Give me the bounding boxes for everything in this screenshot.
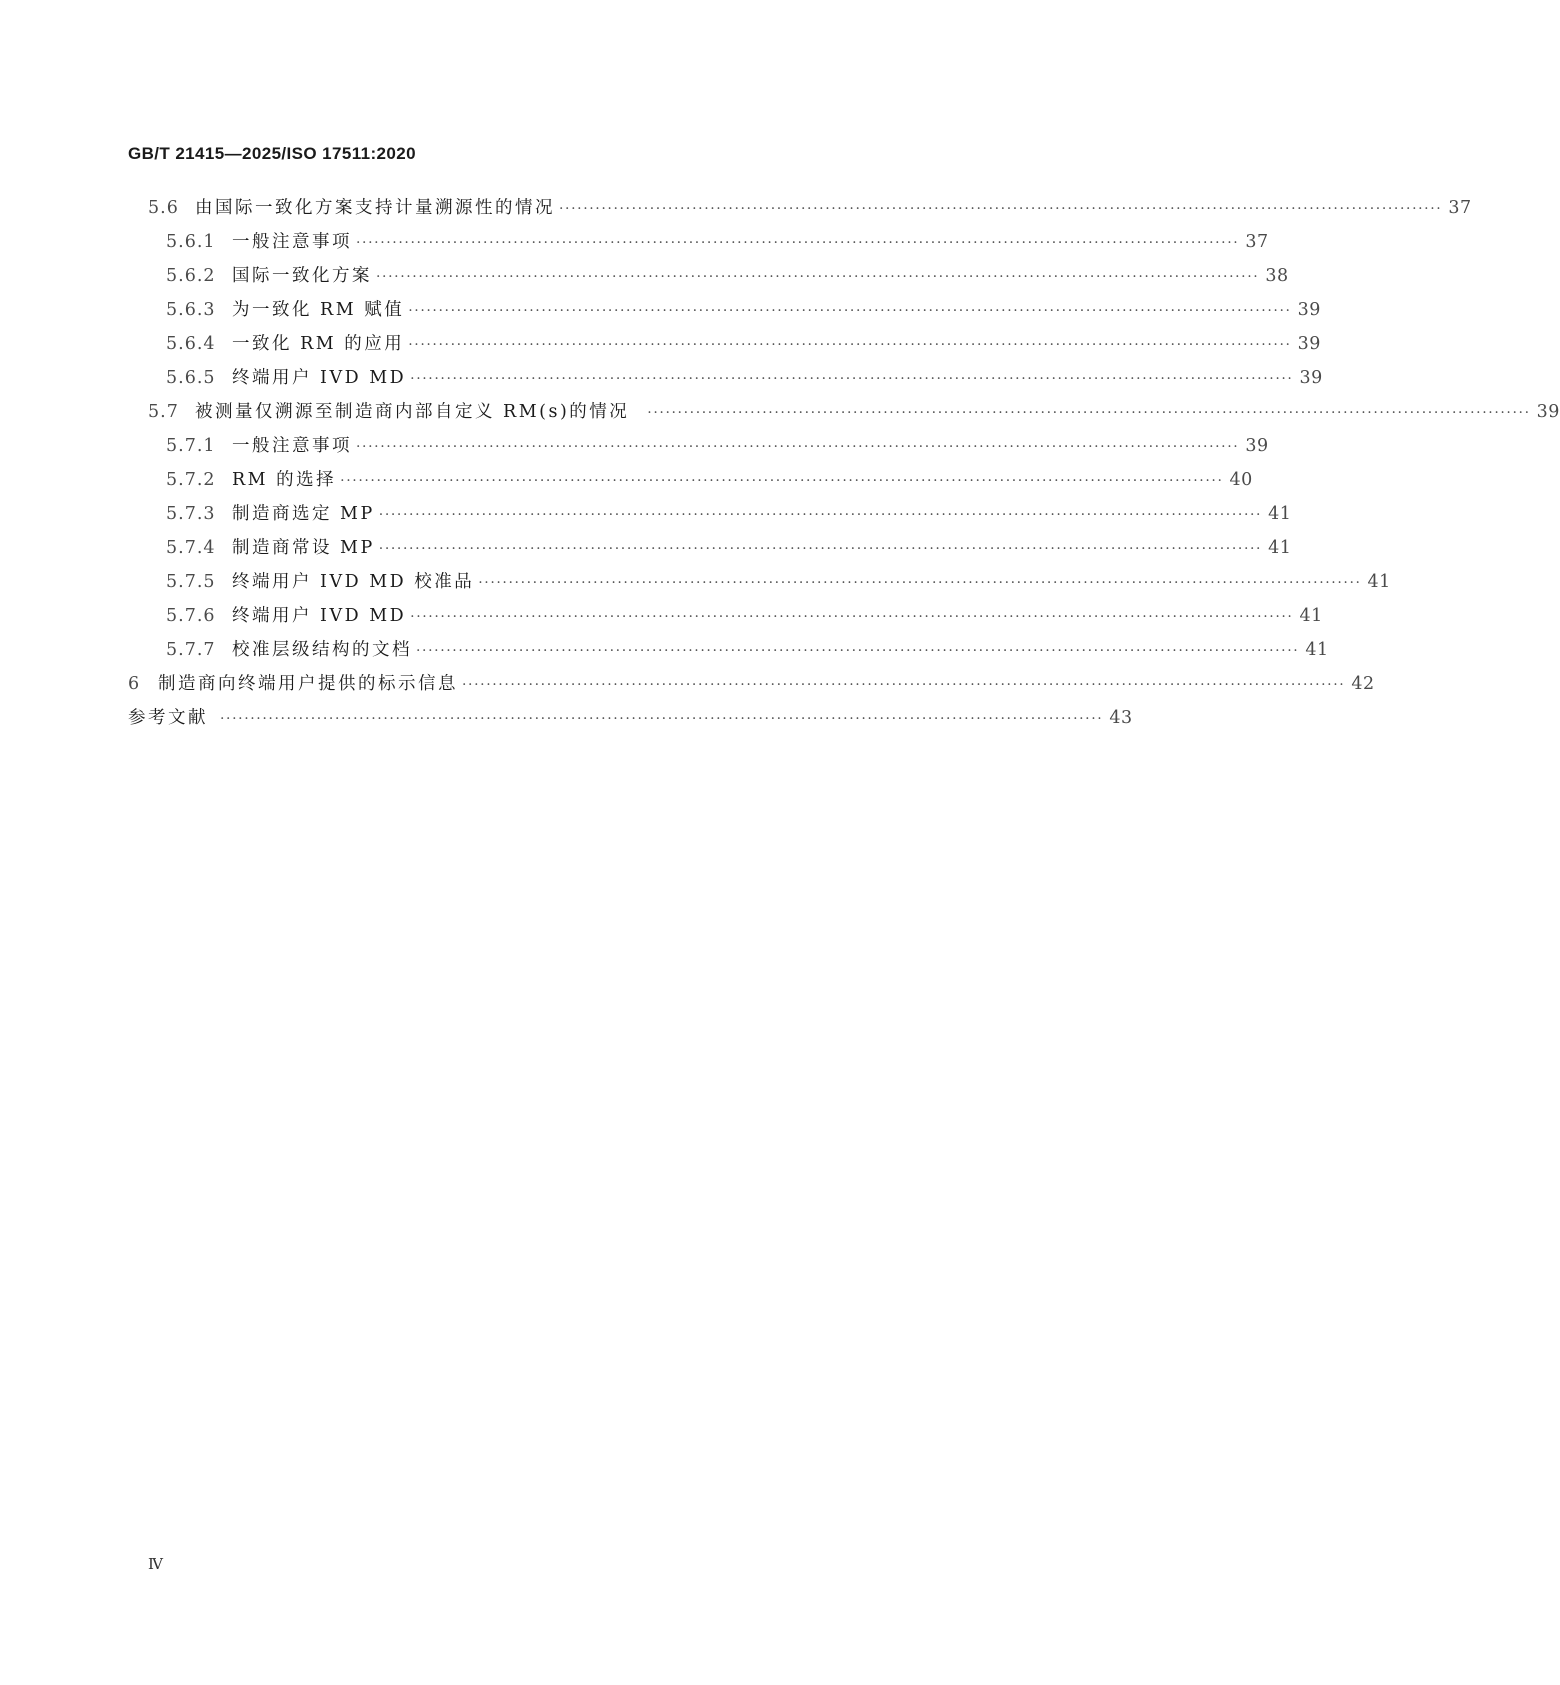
dot-leader: ·················································································································································· xyxy=(378,541,1263,557)
toc-entry-5-7-1[interactable] xyxy=(166,432,1269,460)
toc-entry-5-7-3[interactable] xyxy=(166,500,1292,528)
toc-entry-number: 5.7.2 xyxy=(166,470,216,490)
toc-entry-5-6-2[interactable] xyxy=(166,262,1289,290)
dot-leader: ·················································································································································· xyxy=(408,303,1292,319)
dot-leader: ·················································································································································· xyxy=(647,405,1531,421)
toc-entry-5-6-5[interactable] xyxy=(166,364,1323,392)
toc-entry-number: 5.6.3 xyxy=(166,300,216,320)
toc-entry-title: 校准层级结构的文档 xyxy=(232,640,412,660)
toc-entry-title: 被测量仅溯源至制造商内部自定义 RM(s)的情况 xyxy=(195,402,630,422)
toc-entry-title: 终端用户 IVD MD xyxy=(232,606,407,626)
toc-entry-number: 5.6.5 xyxy=(166,368,216,388)
toc-entry-number: 5.6.1 xyxy=(166,232,216,252)
toc-entry-5-7[interactable] xyxy=(148,398,1560,426)
toc-entry-5-7-6[interactable] xyxy=(166,602,1323,630)
toc-entry-5-6-1[interactable] xyxy=(166,228,1269,256)
toc-entry-page: 41 xyxy=(1299,606,1323,626)
dot-leader: ·················································································································································· xyxy=(408,337,1292,353)
page-number: Ⅳ xyxy=(148,1555,163,1573)
toc-entry-page: 38 xyxy=(1265,266,1289,286)
dot-leader: ·················································································································································· xyxy=(462,677,1346,693)
toc-entry-number: 5.7.1 xyxy=(166,436,216,456)
toc-entry-page: 41 xyxy=(1268,538,1292,558)
dot-leader: ·················································································································································· xyxy=(378,507,1263,523)
toc-entry-5-6[interactable] xyxy=(148,194,1472,222)
dot-leader: ·················································································································································· xyxy=(220,711,1104,727)
toc-entry-5-7-5[interactable] xyxy=(166,568,1391,596)
toc-entry-title: 为一致化 RM 赋值 xyxy=(232,300,405,320)
toc-entry-title: 一般注意事项 xyxy=(232,232,352,252)
toc-entry-5-7-7[interactable] xyxy=(166,636,1329,664)
toc-entry-number: 5.7.5 xyxy=(166,572,216,592)
dot-leader: ·················································································································································· xyxy=(376,269,1260,285)
toc-entry-page: 41 xyxy=(1268,504,1292,524)
toc-entry-page: 37 xyxy=(1448,198,1472,218)
toc-entry-page: 39 xyxy=(1536,402,1560,422)
standard-header: GB/T 21415—2025/ISO 17511:2020 xyxy=(128,144,416,163)
toc-entry-title: RM 的选择 xyxy=(232,470,337,490)
toc-entry-title: 国际一致化方案 xyxy=(232,266,372,286)
dot-leader: ·················································································································································· xyxy=(340,473,1224,489)
toc-entry-bibliography[interactable] xyxy=(128,704,1133,732)
toc-entry-title: 制造商选定 MP xyxy=(232,504,375,524)
toc-entry-title: 制造商向终端用户提供的标示信息 xyxy=(158,674,458,694)
dot-leader: ·················································································································································· xyxy=(356,235,1240,251)
toc-entry-number: 5.6 xyxy=(148,198,179,218)
toc-entry-page: 40 xyxy=(1229,470,1253,490)
dot-leader: ·················································································································································· xyxy=(356,439,1240,455)
toc-entry-title: 由国际一致化方案支持计量溯源性的情况 xyxy=(195,198,555,218)
toc-entry-5-6-3[interactable] xyxy=(166,296,1321,324)
toc-entry-5-7-2[interactable] xyxy=(166,466,1253,494)
toc-entry-5-7-4[interactable] xyxy=(166,534,1292,562)
dot-leader: ·················································································································································· xyxy=(410,371,1294,387)
dot-leader: ·················································································································································· xyxy=(416,643,1300,659)
dot-leader: ·················································································································································· xyxy=(410,609,1294,625)
toc-entry-title: 一般注意事项 xyxy=(232,436,352,456)
toc-entry-page: 39 xyxy=(1245,436,1269,456)
toc-entry-number: 5.6.2 xyxy=(166,266,216,286)
toc-entry-page: 39 xyxy=(1297,300,1321,320)
toc-entry-number: 5.7.6 xyxy=(166,606,216,626)
toc-entry-number: 5.7.3 xyxy=(166,504,216,524)
dot-leader: ·················································································································································· xyxy=(478,575,1362,591)
toc-entry-page: 37 xyxy=(1245,232,1269,252)
toc-entry-number: 6 xyxy=(128,674,141,694)
dot-leader: ·················································································································································· xyxy=(559,201,1443,217)
toc-entry-title: 参考文献 xyxy=(128,708,208,728)
toc-entry-title: 终端用户 IVD MD xyxy=(232,368,407,388)
toc-entry-page: 42 xyxy=(1351,674,1375,694)
toc-entry-page: 41 xyxy=(1305,640,1329,660)
toc-entry-page: 39 xyxy=(1297,334,1321,354)
toc-entry-5-6-4[interactable] xyxy=(166,330,1321,358)
toc-entry-number: 5.7 xyxy=(148,402,179,422)
toc-entry-title: 制造商常设 MP xyxy=(232,538,375,558)
toc-entry-number: 5.7.7 xyxy=(166,640,216,660)
toc-entry-number: 5.7.4 xyxy=(166,538,216,558)
toc-entry-page: 41 xyxy=(1367,572,1391,592)
toc-entry-title: 终端用户 IVD MD 校准品 xyxy=(232,572,475,592)
toc-entry-number: 5.6.4 xyxy=(166,334,216,354)
toc-entry-title: 一致化 RM 的应用 xyxy=(232,334,405,354)
toc-entry-6[interactable] xyxy=(128,670,1375,698)
toc-entry-page: 43 xyxy=(1109,708,1133,728)
toc-entry-page: 39 xyxy=(1299,368,1323,388)
